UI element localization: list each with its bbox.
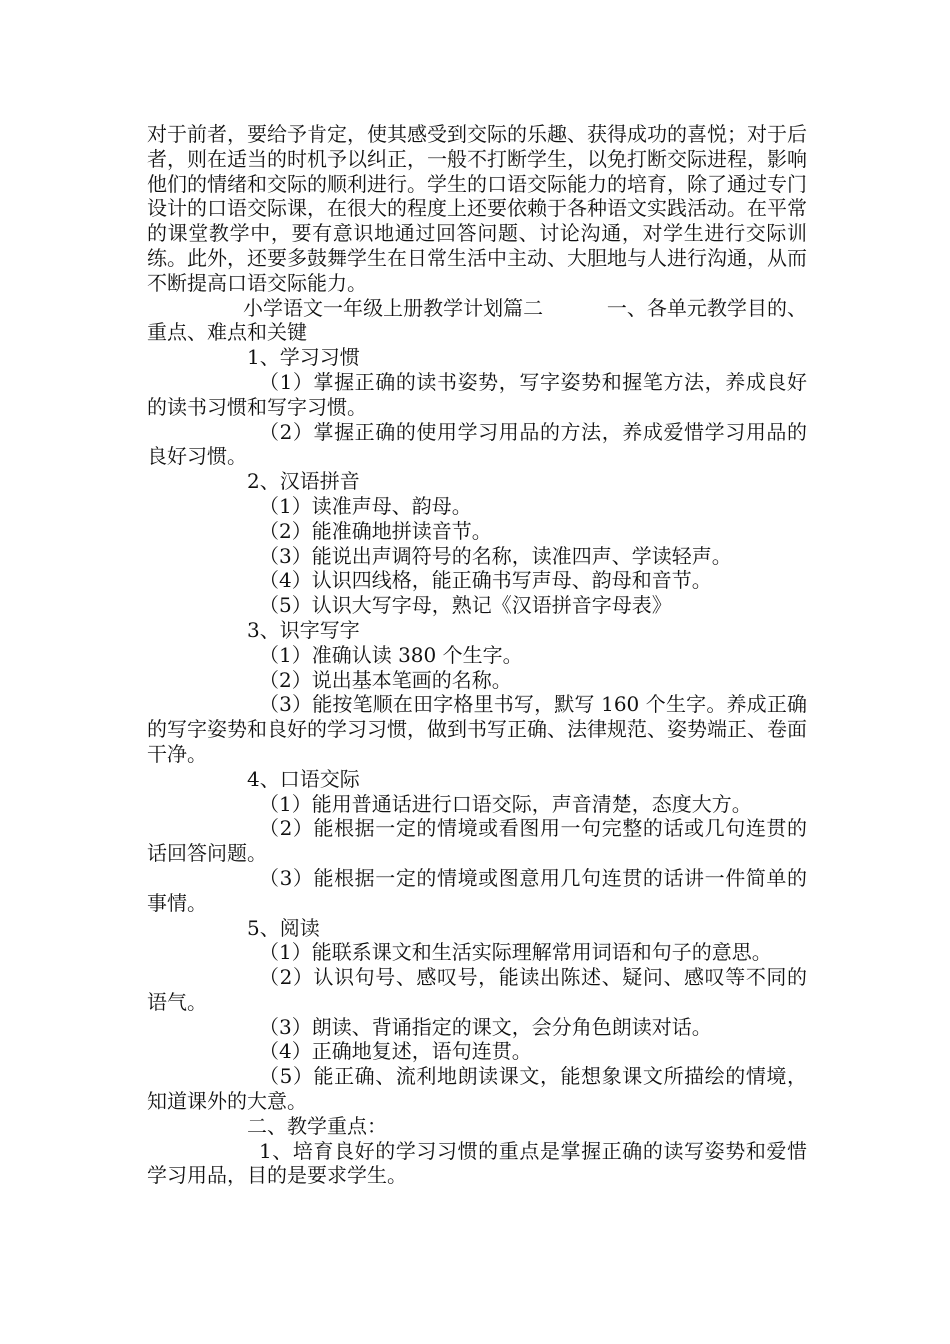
body-paragraph: 1、培育良好的学习习惯的重点是掌握正确的读写姿势和爱惜学习用品，目的是要求学生。 <box>147 1138 807 1188</box>
section-heading: 1、学习习惯 <box>247 345 360 370</box>
list-item: （2）说出基本笔画的名称。 <box>259 667 512 692</box>
section-heading: 5、阅读 <box>247 915 320 940</box>
document-page <box>147 122 807 1188</box>
list-item: （2）能准确地拼读音节。 <box>259 518 492 543</box>
list-item: （1）读准声母、韵母。 <box>259 493 472 518</box>
list-item: （3）能根据一定的情境或图意用几句连贯的话讲一件简单的事情。 <box>147 865 807 915</box>
list-item: （3）朗读、背诵指定的课文，会分角色朗读对话。 <box>259 1014 712 1039</box>
list-item: （4）认识四线格，能正确书写声母、韵母和音节。 <box>259 568 712 593</box>
list-item: （5）认识大写字母，熟记《汉语拼音字母表》 <box>259 593 672 618</box>
list-item: （1）准确认读 380 个生字。 <box>259 642 523 667</box>
list-item: （1）能用普通话进行口语交际，声音清楚，态度大方。 <box>259 791 752 816</box>
body-paragraph: 对于前者，要给予肯定，使其感受到交际的乐趣、获得成功的喜悦；对于后者，则在适当的时机予以纠正，一般不打断学生，以免打断交际进程，影响他们的情绪和交际的顺利进行。学生的口语交际能力的培育，除了通过专门设计的口语交际课，在很大的程度上还要依赖于各种语文实践活动。在平常的课堂教学中，要有意识地通过回答问题、讨论沟通，对学生进行交际训练。此外，还要多鼓舞学生在日常生活中主动、大胆地与人进行沟通，从而不断提高口语交际能力。 <box>147 122 807 295</box>
section-heading: 3、识字写字 <box>247 617 360 642</box>
list-item: （4）正确地复述，语句连贯。 <box>259 1039 532 1064</box>
list-item: （2）能根据一定的情境或看图用一句完整的话或几句连贯的话回答问题。 <box>147 816 807 866</box>
list-item: （1）掌握正确的读书姿势，写字姿势和握笔方法，养成良好的读书习惯和写字习惯。 <box>147 369 807 419</box>
document-title-line: 小学语文一年级上册教学计划篇二 一、各单元教学目的、重点、难点和关键 <box>147 295 807 345</box>
list-item: （3）能说出声调符号的名称，读准四声、学读轻声。 <box>259 543 732 568</box>
list-item: （2）认识句号、感叹号，能读出陈述、疑问、感叹等不同的语气。 <box>147 965 807 1014</box>
list-item: （1）能联系课文和生活实际理解常用词语和句子的意思。 <box>259 940 772 965</box>
list-item: （2）掌握正确的使用学习用品的方法，养成爱惜学习用品的良好习惯。 <box>147 419 807 469</box>
section-heading: 二、教学重点： <box>247 1113 387 1138</box>
list-item: （5）能正确、流利地朗读课文，能想象课文所描绘的情境，知道课外的大意。 <box>147 1064 807 1114</box>
section-heading: 4、口语交际 <box>247 766 360 791</box>
list-item: （3）能按笔顺在田字格里书写，默写 160 个生字。养成正确的写字姿势和良好的学习习惯，做到书写正确、法律规范、姿势端正、卷面干净。 <box>147 692 807 766</box>
section-heading: 2、汉语拼音 <box>247 469 360 494</box>
